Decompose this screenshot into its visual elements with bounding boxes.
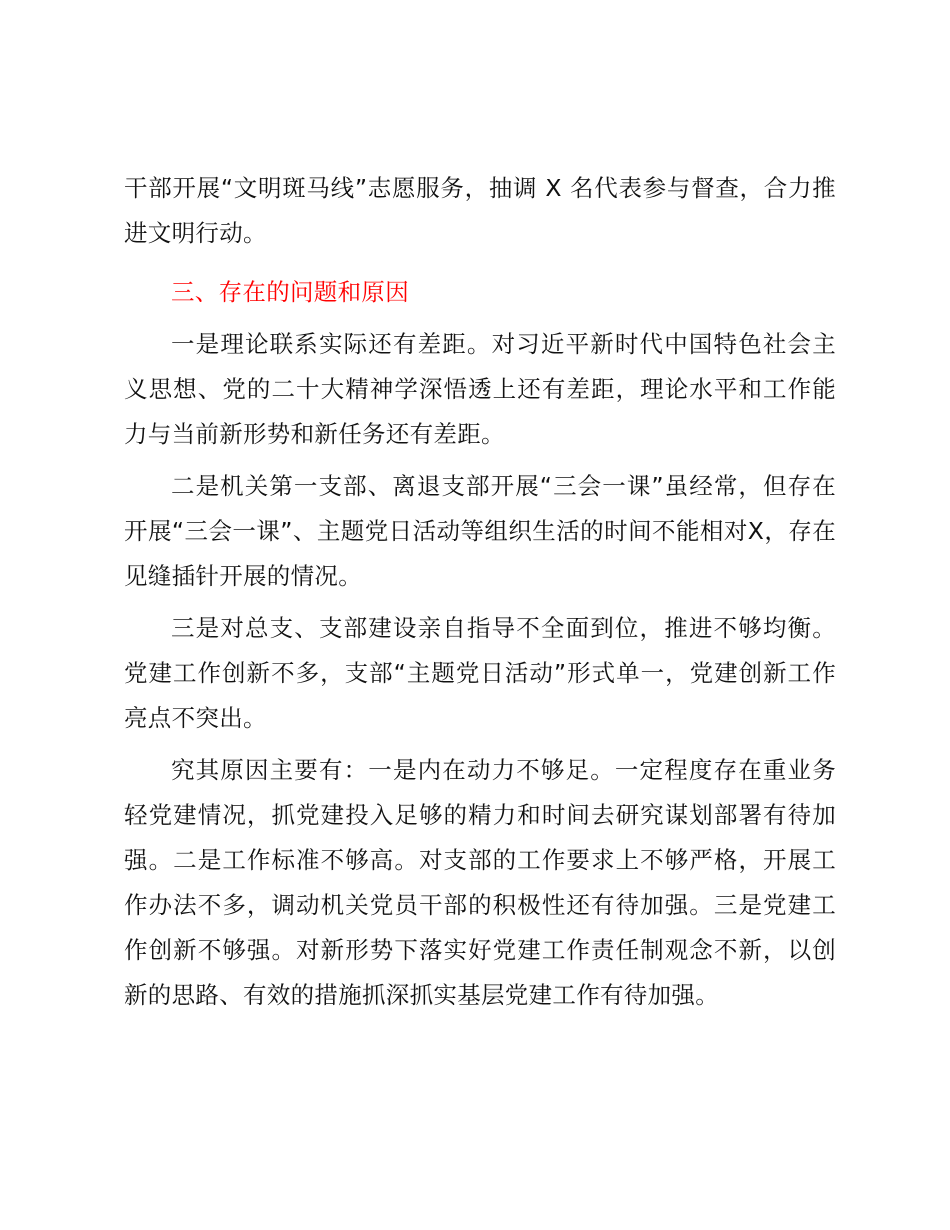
paragraph-problem-1: 一是理论联系实际还有差距。对习近平新时代中国特色社会主义思想、党的二十大精神学深悟透上还有差距，理论水平和工作能力与当前新形势和新任务还有差距。 <box>124 330 836 448</box>
paragraph-problem-2: 二是机关第一支部、离退支部开展“三会一课”虽经常，但存在开展“三会一课”、主题党日活动等组织生活的时间不能相对X，存在见缝插针开展的情况。 <box>124 472 836 590</box>
paragraph-continuation: 干部开展“文明斑马线”志愿服务，抽调 X 名代表参与督查，合力推进文明行动。 <box>124 174 836 247</box>
paragraph-problem-3: 三是对总支、支部建设亲自指导不全面到位，推进不够均衡。党建工作创新不多，支部“主题党日活动”形式单一，党建创新工作亮点不突出。 <box>124 614 836 732</box>
section-heading: 三、存在的问题和原因 <box>171 278 409 306</box>
document-body <box>124 166 836 1025</box>
paragraph-causes: 究其原因主要有：一是内在动力不够足。一定程度存在重业务轻党建情况，抓党建投入足够的精力和时间去研究谋划部署有待加强。二是工作标准不够高。对支部的工作要求上不够严格，开展工作办法不多，调动机关党员干部的积极性还有待加强。三是党建工作创新不够强。对新形势下落实好党建工作责任制观念不新，以创新的思路、有效的措施抓深抓实基层党建工作有待加强。 <box>124 756 836 1009</box>
